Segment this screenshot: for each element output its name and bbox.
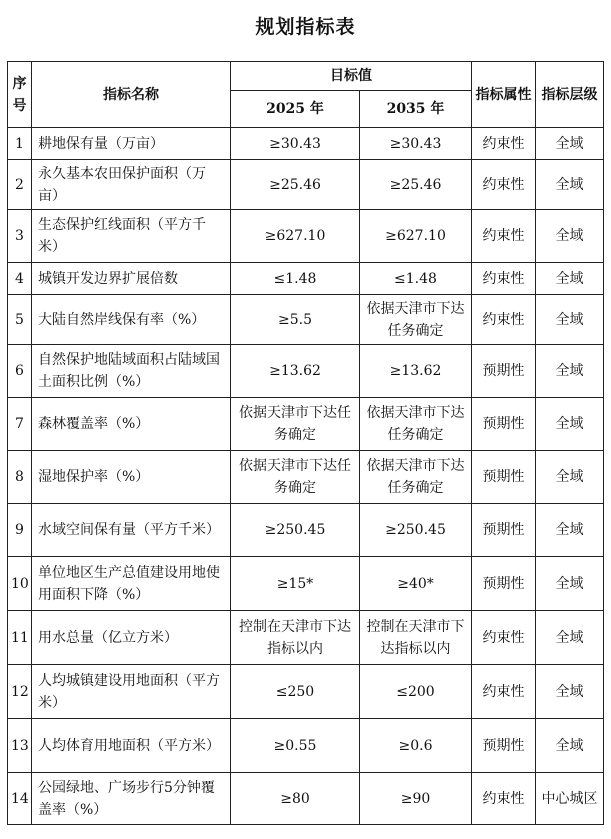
row-value-2035: ≥0.6 <box>360 719 472 773</box>
row-name: 自然保护地陆域面积占陆域国土面积比例（%） <box>32 345 231 398</box>
row-value-2025: ≥0.55 <box>231 719 360 773</box>
row-name: 单位地区生产总值建设用地使用面积下降（%） <box>32 557 231 611</box>
row-name: 耕地保有量（万亩） <box>32 128 231 160</box>
row-value-2025: ≥13.62 <box>231 345 360 398</box>
row-level: 全域 <box>536 263 604 295</box>
row-value-2025: ≥15* <box>231 557 360 611</box>
row-value-2025: ≥30.43 <box>231 128 360 160</box>
row-seq: 6 <box>8 345 32 398</box>
row-value-2025: 控制在天津市下达指标以内 <box>231 611 360 665</box>
row-attribute: 预期性 <box>472 719 536 773</box>
row-name: 人均体育用地面积（平方米） <box>32 719 231 773</box>
row-value-2035: ≥40* <box>360 557 472 611</box>
page-title: 规划指标表 <box>255 16 356 38</box>
row-seq: 4 <box>8 263 32 295</box>
row-attribute: 预期性 <box>472 451 536 504</box>
row-level: 全域 <box>536 345 604 398</box>
row-level: 全域 <box>536 128 604 160</box>
row-name: 森林覆盖率（%） <box>32 398 231 451</box>
row-name: 人均城镇建设用地面积（平方米） <box>32 665 231 719</box>
row-level: 全域 <box>536 504 604 557</box>
row-value-2025: ≤1.48 <box>231 263 360 295</box>
row-value-2025: 依据天津市下达任务确定 <box>231 398 360 451</box>
header-year-2035: 2035 年 <box>360 91 472 128</box>
row-value-2025: ≥80 <box>231 773 360 825</box>
header-attribute: 指标属性 <box>472 62 536 128</box>
table-row <box>8 345 604 398</box>
row-seq: 3 <box>8 210 32 263</box>
row-attribute: 预期性 <box>472 398 536 451</box>
header-year-2025: 2025 年 <box>231 91 360 128</box>
table-row <box>8 719 604 773</box>
row-seq: 7 <box>8 398 32 451</box>
row-value-2035: ≤200 <box>360 665 472 719</box>
row-level: 中心城区 <box>536 773 604 825</box>
row-level: 全域 <box>536 398 604 451</box>
row-attribute: 约束性 <box>472 773 536 825</box>
row-seq: 14 <box>8 773 32 825</box>
row-name: 用水总量（亿立方米） <box>32 611 231 665</box>
table-row <box>8 665 604 719</box>
header-target: 目标值 <box>231 62 472 91</box>
row-seq: 1 <box>8 128 32 160</box>
row-value-2035: 控制在天津市下达指标以内 <box>360 611 472 665</box>
row-name: 永久基本农田保护面积（万亩） <box>32 160 231 210</box>
table-row <box>8 611 604 665</box>
row-attribute: 约束性 <box>472 160 536 210</box>
row-value-2025: ≥250.45 <box>231 504 360 557</box>
row-seq: 5 <box>8 295 32 345</box>
table-row <box>8 504 604 557</box>
row-level: 全域 <box>536 160 604 210</box>
row-attribute: 预期性 <box>472 504 536 557</box>
row-name: 大陆自然岸线保有率（%） <box>32 295 231 345</box>
row-level: 全域 <box>536 451 604 504</box>
row-level: 全域 <box>536 665 604 719</box>
row-value-2035: ≥627.10 <box>360 210 472 263</box>
row-level: 全域 <box>536 719 604 773</box>
row-value-2025: ≤250 <box>231 665 360 719</box>
header-seq: 序号 <box>8 62 32 128</box>
row-attribute: 约束性 <box>472 210 536 263</box>
row-seq: 9 <box>8 504 32 557</box>
row-value-2025: ≥25.46 <box>231 160 360 210</box>
table-row <box>8 210 604 263</box>
row-value-2035: ≤1.48 <box>360 263 472 295</box>
row-name: 水域空间保有量（平方千米） <box>32 504 231 557</box>
table-row <box>8 263 604 295</box>
row-attribute: 约束性 <box>472 611 536 665</box>
row-attribute: 预期性 <box>472 345 536 398</box>
indicator-table <box>7 61 604 825</box>
header-level: 指标层级 <box>536 62 604 128</box>
row-value-2035: 依据天津市下达任务确定 <box>360 451 472 504</box>
row-value-2035: ≥13.62 <box>360 345 472 398</box>
table-row <box>8 557 604 611</box>
row-name: 公园绿地、广场步行5分钟覆盖率（%） <box>32 773 231 825</box>
header-name: 指标名称 <box>32 62 231 128</box>
table-row <box>8 773 604 825</box>
table-row <box>8 128 604 160</box>
row-name: 城镇开发边界扩展倍数 <box>32 263 231 295</box>
row-name: 湿地保护率（%） <box>32 451 231 504</box>
row-seq: 10 <box>8 557 32 611</box>
row-value-2035: ≥30.43 <box>360 128 472 160</box>
row-value-2035: ≥25.46 <box>360 160 472 210</box>
row-seq: 12 <box>8 665 32 719</box>
row-value-2025: ≥5.5 <box>231 295 360 345</box>
row-value-2035: 依据天津市下达任务确定 <box>360 398 472 451</box>
row-attribute: 约束性 <box>472 665 536 719</box>
row-level: 全域 <box>536 557 604 611</box>
row-value-2025: 依据天津市下达任务确定 <box>231 451 360 504</box>
row-attribute: 约束性 <box>472 295 536 345</box>
row-seq: 2 <box>8 160 32 210</box>
row-level: 全域 <box>536 210 604 263</box>
row-seq: 11 <box>8 611 32 665</box>
row-attribute: 预期性 <box>472 557 536 611</box>
row-name: 生态保护红线面积（平方千米） <box>32 210 231 263</box>
row-value-2035: ≥90 <box>360 773 472 825</box>
row-value-2025: ≥627.10 <box>231 210 360 263</box>
row-attribute: 约束性 <box>472 128 536 160</box>
row-seq: 8 <box>8 451 32 504</box>
row-level: 全域 <box>536 611 604 665</box>
row-value-2035: ≥250.45 <box>360 504 472 557</box>
row-value-2035: 依据天津市下达任务确定 <box>360 295 472 345</box>
table-row <box>8 160 604 210</box>
row-attribute: 约束性 <box>472 263 536 295</box>
table-row <box>8 295 604 345</box>
table-row <box>8 398 604 451</box>
table-row <box>8 451 604 504</box>
row-seq: 13 <box>8 719 32 773</box>
row-level: 全域 <box>536 295 604 345</box>
